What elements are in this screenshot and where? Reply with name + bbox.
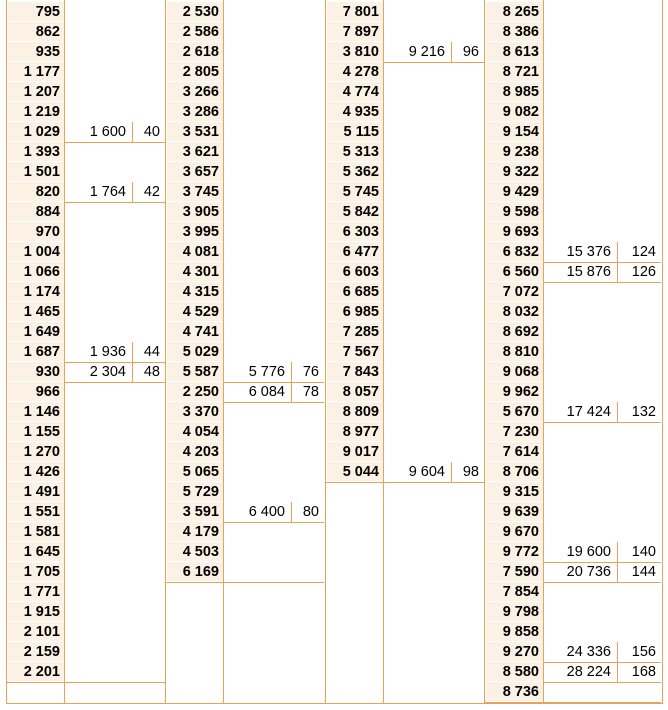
column-end-rule: [7, 682, 165, 683]
number-cell: 9 598: [486, 202, 543, 222]
number-cell: 9 017: [327, 442, 383, 462]
number-cell: 3 266: [167, 82, 223, 102]
number-cell: 4 315: [167, 282, 223, 302]
table-bottom-border: [6, 703, 663, 704]
number-cell: 6 832: [486, 242, 543, 262]
number-cell: 9 639: [486, 502, 543, 522]
square-row-rule: [384, 482, 484, 483]
root-cell: 44: [132, 342, 165, 362]
number-cell: 9 322: [486, 162, 543, 182]
root-cell: 42: [132, 182, 165, 202]
number-cell: 1 705: [8, 562, 64, 582]
square-cell: 5 776: [248, 364, 285, 380]
number-cell: 4 278: [327, 62, 383, 82]
number-cell: 1 465: [8, 302, 64, 322]
square-row-rule: [65, 382, 165, 383]
root-cell: 76: [291, 362, 324, 382]
number-cell: 820: [8, 182, 64, 202]
square-cell: 2 304: [89, 364, 126, 380]
square-cell: 6 400: [248, 504, 285, 520]
number-cell: 9 693: [486, 222, 543, 242]
number-cell: 8 985: [486, 82, 543, 102]
number-cell: 4 054: [167, 422, 223, 442]
number-cell: 1 066: [8, 262, 64, 282]
number-cell: 1 004: [8, 242, 64, 262]
square-row-rule: [544, 582, 661, 583]
root-cell: 124: [617, 242, 661, 262]
number-cell: 1 219: [8, 102, 64, 122]
number-cell: 3 905: [167, 202, 223, 222]
number-cell: 4 529: [167, 302, 223, 322]
root-cell: 132: [617, 402, 661, 422]
number-cell: 930: [8, 362, 64, 382]
number-cell: 8 810: [486, 342, 543, 362]
number-cell: 7 854: [486, 582, 543, 602]
number-cell: 970: [8, 222, 64, 242]
number-cell: 3 286: [167, 102, 223, 122]
square-row-rule: [224, 522, 324, 523]
square-cell: 17 424: [566, 404, 611, 420]
number-cell: 2 159: [8, 642, 64, 662]
number-cell: 6 303: [327, 222, 383, 242]
number-cell: 7 897: [327, 22, 383, 42]
number-cell: 8 057: [327, 382, 383, 402]
number-cell: 8 977: [327, 422, 383, 442]
number-divider: [543, 0, 544, 703]
number-cell: 4 741: [167, 322, 223, 342]
number-cell: 9 858: [486, 622, 543, 642]
column-2: [165, 0, 323, 703]
number-cell: 9 068: [486, 362, 543, 382]
number-cell: 5 745: [327, 182, 383, 202]
number-cell: 4 774: [327, 82, 383, 102]
square-cell: 9 216: [408, 44, 445, 60]
number-cell: 4 935: [327, 102, 383, 122]
square-cell: 1 600: [89, 124, 126, 140]
root-cell: 156: [617, 642, 661, 662]
square-cell: 9 604: [408, 464, 445, 480]
number-cell: 1 393: [8, 142, 64, 162]
square-cell: 19 600: [566, 544, 611, 560]
number-cell: 9 429: [486, 182, 543, 202]
number-cell: 1 146: [8, 402, 64, 422]
number-cell: 3 621: [167, 142, 223, 162]
number-cell: 7 230: [486, 422, 543, 442]
square-cell: 6 084: [248, 384, 285, 400]
square-cell: 1 764: [89, 184, 126, 200]
number-cell: 6 685: [327, 282, 383, 302]
number-cell: 1 491: [8, 482, 64, 502]
square-cell: 1 936: [89, 344, 126, 360]
number-cell: 1 174: [8, 282, 64, 302]
number-cell: 7 285: [327, 322, 383, 342]
number-cell: 9 670: [486, 522, 543, 542]
number-cell: 966: [8, 382, 64, 402]
number-cell: 8 265: [486, 2, 543, 22]
number-divider: [383, 0, 384, 703]
number-cell: 9 082: [486, 102, 543, 122]
number-cell: 9 962: [486, 382, 543, 402]
number-cell: 5 670: [486, 402, 543, 422]
number-cell: 884: [8, 202, 64, 222]
square-row-rule: [544, 422, 661, 423]
number-cell: 8 613: [486, 42, 543, 62]
column-4: [484, 0, 660, 703]
square-cell: 20 736: [566, 564, 611, 580]
number-cell: 795: [8, 2, 64, 22]
number-cell: 8 736: [486, 682, 543, 702]
root-cell: 140: [617, 542, 661, 562]
number-cell: 8 706: [486, 462, 543, 482]
number-cell: 4 179: [167, 522, 223, 542]
number-cell: 5 362: [327, 162, 383, 182]
number-cell: 3 810: [327, 42, 383, 62]
number-cell: 9 154: [486, 122, 543, 142]
number-cell: 7 072: [486, 282, 543, 302]
number-cell: 1 177: [8, 62, 64, 82]
number-cell: 8 386: [486, 22, 543, 42]
number-cell: 3 370: [167, 402, 223, 422]
number-cell: 3 531: [167, 122, 223, 142]
number-cell: 1 270: [8, 442, 64, 462]
number-cell: 5 065: [167, 462, 223, 482]
number-cell: 4 081: [167, 242, 223, 262]
number-cell: 6 603: [327, 262, 383, 282]
square-cell: 15 876: [566, 264, 611, 280]
number-cell: 3 591: [167, 502, 223, 522]
root-cell: 126: [617, 262, 661, 282]
number-cell: 2 201: [8, 662, 64, 682]
number-cell: 2 530: [167, 2, 223, 22]
number-cell: 6 477: [327, 242, 383, 262]
number-cell: 2 618: [167, 42, 223, 62]
root-cell: 78: [291, 382, 324, 402]
square-row-rule: [544, 682, 661, 683]
number-cell: 2 586: [167, 22, 223, 42]
number-cell: 5 587: [167, 362, 223, 382]
number-cell: 7 567: [327, 342, 383, 362]
number-cell: 935: [8, 42, 64, 62]
square-row-rule: [544, 282, 661, 283]
number-cell: 1 649: [8, 322, 64, 342]
number-cell: 4 203: [167, 442, 223, 462]
number-cell: 1 501: [8, 162, 64, 182]
number-cell: 7 614: [486, 442, 543, 462]
number-cell: 1 687: [8, 342, 64, 362]
number-cell: 1 771: [8, 582, 64, 602]
number-divider: [223, 0, 224, 703]
number-cell: 1 029: [8, 122, 64, 142]
square-cell: 15 376: [566, 244, 611, 260]
number-cell: 8 580: [486, 662, 543, 682]
root-cell: 98: [451, 462, 484, 482]
number-cell: 9 315: [486, 482, 543, 502]
number-cell: 5 729: [167, 482, 223, 502]
number-cell: 7 801: [327, 2, 383, 22]
number-cell: 3 657: [167, 162, 223, 182]
number-cell: 9 798: [486, 602, 543, 622]
column-1: [6, 0, 164, 703]
number-cell: 7 843: [327, 362, 383, 382]
number-cell: 5 313: [327, 142, 383, 162]
number-cell: 4 503: [167, 542, 223, 562]
number-cell: 1 155: [8, 422, 64, 442]
column-3: [325, 0, 483, 703]
root-cell: 96: [451, 42, 484, 62]
number-cell: 8 692: [486, 322, 543, 342]
number-cell: 2 250: [167, 382, 223, 402]
number-cell: 862: [8, 22, 64, 42]
square-row-rule: [65, 142, 165, 143]
number-cell: 1 207: [8, 82, 64, 102]
square-cell: 28 224: [566, 664, 611, 680]
number-cell: 1 915: [8, 602, 64, 622]
number-cell: 5 044: [327, 462, 383, 482]
number-cell: 7 590: [486, 562, 543, 582]
number-cell: 1 645: [8, 542, 64, 562]
number-cell: 5 842: [327, 202, 383, 222]
number-cell: 8 721: [486, 62, 543, 82]
number-cell: 4 301: [167, 262, 223, 282]
square-row-rule: [65, 202, 165, 203]
number-cell: 1 426: [8, 462, 64, 482]
column-end-rule: [166, 582, 324, 583]
root-cell: 80: [291, 502, 324, 522]
number-cell: 9 772: [486, 542, 543, 562]
square-row-rule: [384, 62, 484, 63]
root-cell: 144: [617, 562, 661, 582]
number-cell: 3 745: [167, 182, 223, 202]
square-cell: 24 336: [566, 644, 611, 660]
number-cell: 6 560: [486, 262, 543, 282]
number-cell: 9 238: [486, 142, 543, 162]
number-cell: 2 805: [167, 62, 223, 82]
number-cell: 6 985: [327, 302, 383, 322]
number-cell: 9 270: [486, 642, 543, 662]
root-cell: 40: [132, 122, 165, 142]
root-cell: 48: [132, 362, 165, 382]
number-cell: 5 115: [327, 122, 383, 142]
number-cell: 1 581: [8, 522, 64, 542]
table-right-border: [662, 0, 663, 703]
square-row-rule: [224, 402, 324, 403]
number-cell: 8 809: [327, 402, 383, 422]
number-cell: 8 032: [486, 302, 543, 322]
number-cell: 3 995: [167, 222, 223, 242]
number-cell: 1 551: [8, 502, 64, 522]
root-cell: 168: [617, 662, 661, 682]
number-cell: 2 101: [8, 622, 64, 642]
number-cell: 6 169: [167, 562, 223, 582]
number-cell: 5 029: [167, 342, 223, 362]
